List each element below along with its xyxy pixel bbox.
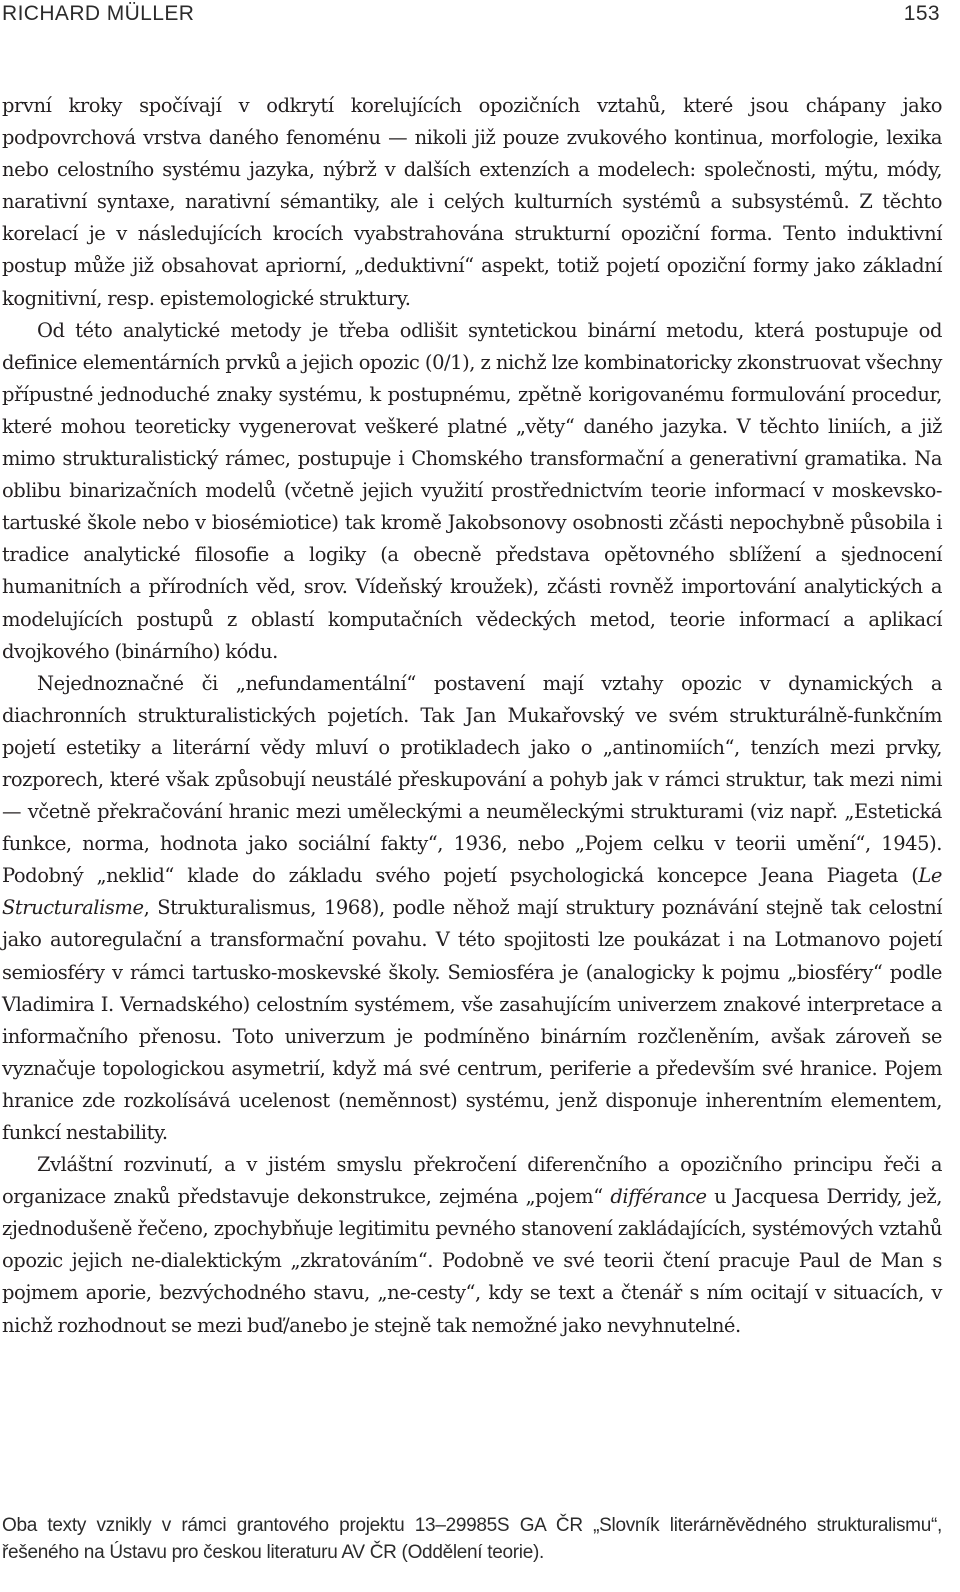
page-number: 153 [903,2,940,25]
paragraph-1: první kroky spočívají v odkrytí korelujících opozičních vztahů, které jsou chápany jako podpovrchová vrstva daného fenoménu — nikoli již pouze zvukového kontinua, morfologie, lexika nebo celostního systému jazyka, nýbrž v dalších extenzích a modelech: společnosti, mýtu, módy, narativní syntaxe, narativní sémantiky, ale i celých kulturních systémů a subsystémů. Z těchto korelací je v následujících krocích vyabstrahována strukturní opoziční forma. Tento induktivní postup může již obsahovat apriorní, „deduktivní“ aspekt, totiž pojetí opoziční formy jako základní kognitivní, resp. epistemologické struktury. [2,94,942,310]
book-title-le-structuralisme: Le Structuralisme [2,864,942,920]
footnote-text: Oba texty vznikly v rámci grantového projektu 13–29985S GA ČR „Slovník literárněvědného strukturalismu“, řešeného na Ústavu pro českou literaturu AV ČR (Oddělení teorie). [2,1515,942,1563]
paragraph-4-part-b: u Jacquesa Derridy, jež, zjednodušeně řečeno, zpochybňuje legitimitu pevného stanovení zakládajících, systémových vztahů opozic jejich ne-dialektickým „zkratováním“. Podobně ve své teorii čtení pracuje Paul de Man s pojmem aporie, bezvýchodného stavu, „ne-cesty“, kdy se text a čtenář s ním ocitají v situacích, v nichž rozhodnout se mezi buď/anebo je stejně tak nemožné jako nevyhnutelné. [2,1185,942,1337]
paragraph-4-part-a: Zvláštní rozvinutí, a v jistém smyslu překročení diferenčního a opozičního principu řeči a organizace znaků představuje dekonstrukce, zejména „pojem“ [2,1153,942,1209]
footnote [2,1512,942,1566]
paragraph-2: Od této analytické metody je třeba odlišit syntetickou binární metodu, která postupuje od definice elementárních prvků a jejich opozic (0/1), z nichž lze kombinatoricky zkonstruovat všechny přípustné jednoduché znaky systému, k postupnému, zpětně korigovanému formulování procedur, které mohou teoreticky vygenerovat veškeré platné „věty“ daného jazyka. V těchto liniích, a již mimo strukturalistický rámec, postupuje i Chomského transformační a generativní gramatika. Na oblibu binarizačních modelů (včetně jejich využití prostřednictvím teorie informací v moskevsko-tartuské škole nebo v biosémiotice) tak kromě Jakobsonovy osobnosti zčásti nepochybně působila i tradice analytické filosofie a logiky (a obecně představa opětovného sblížení a sjednocení humanitních a přírodních věd, srov. Vídeňský kroužek), zčásti rovněž importování analytických a modelujících postupů z oblastí komputačních vědeckých metod, teorie informací a aplikací dvojkového (binárního) kódu. [2,318,942,663]
paragraph-3-part-a: Nejednoznačné či „nefundamentální“ postavení mají vztahy opozic v dynamických a diachronních strukturalistických pojetích. Tak Jan Mukařovský ve svém strukturálně-funkčním pojetí estetiky a literární vědy mluví o protikladech jako o „antinomiích“, tenzích mezi prvky, rozporech, které však způsobují neustálé přeskupování a pohyb jak v rámci struktur, tak mezi nimi — včetně překračování hranic mezi uměleckými a neuměleckými strukturami (viz např. „Estetická funkce, norma, hodnota jako sociální fakty“, 1936, nebo „Pojem celku v teorii umění“, 1945). Podobný „neklid“ klade do základu svého pojetí psychologická koncepce Jeana Piageta ( [2,671,942,888]
paragraph-3-part-b: , Strukturalismus, 1968), podle něhož mají struktury poznávání stejně tak celostní jako autoregulační a transformační povahu. V této spojitosti lze poukázat i na Lotmanovo pojetí semiosféry v rámci tartusko-moskevské školy. Semiosféra je (analogicky k pojmu „biosféry“ podle Vladimira I. Vernadského) celostním systémem, vše zasahujícím univerzem znakové interpretace a informačního přenosu. Toto univerzum je podmíněno binárním rozčleněním, avšak zároveň se vyznačuje topologickou asymetrií, když má své centrum, periferie a především své hranice. Pojem hranice zde rozkolísává ucelenost (neměnnost) systému, jenž disponuje inherentním elementem, funkcí nestability. [2,896,942,1144]
running-head-author: RICHARD MÜLLER [2,2,195,25]
body-text [2,90,942,1342]
running-head [2,2,940,30]
paragraph-4 [2,1149,942,1342]
term-differance: différance [610,1185,707,1209]
paragraph-3 [2,668,942,1149]
